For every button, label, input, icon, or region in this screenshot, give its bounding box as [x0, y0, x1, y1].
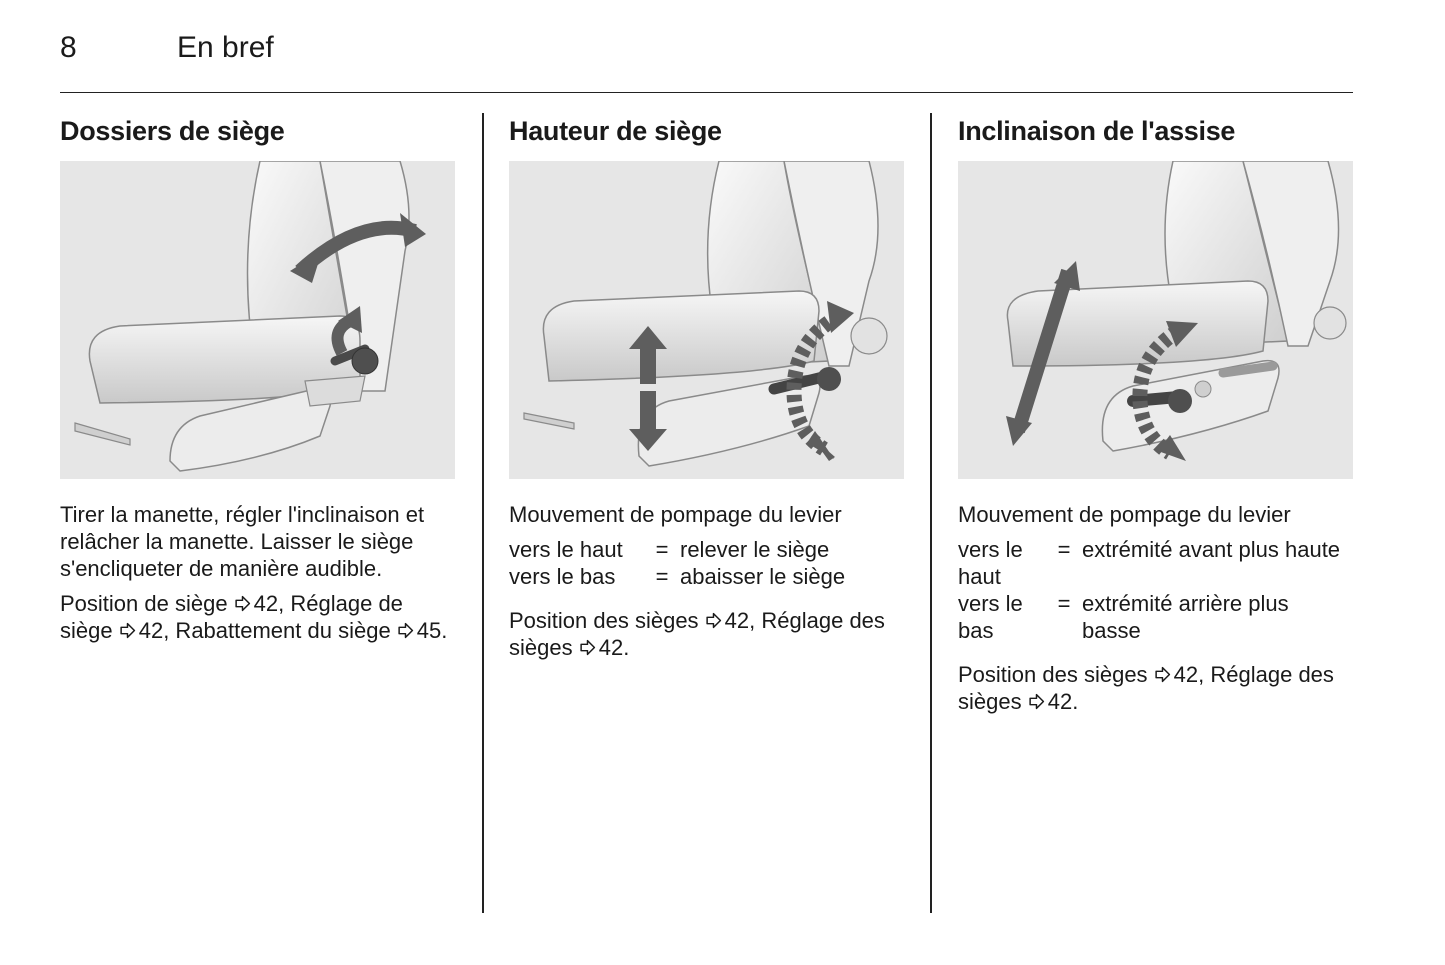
cross-reference: Position des sièges 42, Réglage des sièges 42.	[958, 662, 1334, 714]
xref-page-link[interactable]: 42	[724, 608, 750, 633]
page-reference-arrow-icon	[1154, 666, 1171, 683]
definition-table	[958, 536, 1353, 644]
instruction-paragraph: Mouvement de pompage du levier	[509, 502, 842, 527]
definition-row	[958, 536, 1353, 590]
page-reference-arrow-icon	[234, 595, 251, 612]
xref-page-link[interactable]: 42	[598, 635, 624, 660]
xref-page-link[interactable]: 42	[253, 591, 279, 616]
definition-separator: =	[1057, 591, 1071, 616]
seat-height-lever-illustration	[509, 161, 904, 479]
definition-term: vers le bas	[509, 564, 616, 589]
cross-reference: Position de siège 42, Réglage de siège 42, Rabattement du siège 45.	[60, 591, 448, 643]
definition-term: vers le haut	[509, 537, 623, 562]
definition-term: vers le bas	[958, 591, 1023, 643]
page-reference-arrow-icon	[1028, 693, 1045, 710]
definition-description: abaisser le siège	[680, 564, 846, 589]
definition-row	[509, 563, 904, 590]
page-reference-arrow-icon	[705, 612, 722, 629]
definition-separator: =	[655, 564, 669, 589]
page-reference-arrow-icon	[397, 622, 414, 639]
cross-reference: Position des sièges 42, Réglage des sièges 42.	[509, 608, 885, 660]
xref-page-link[interactable]: 42	[138, 618, 164, 643]
instruction-paragraph: Mouvement de pompage du levier	[958, 502, 1291, 527]
seat-backrest-recline-illustration	[60, 161, 455, 479]
definition-term: vers le haut	[958, 537, 1023, 589]
page-reference-arrow-icon	[119, 622, 136, 639]
definition-row	[958, 590, 1353, 644]
section-title: En bref	[177, 31, 274, 64]
definition-description: extrémité avant plus haute	[1082, 537, 1341, 562]
page-header	[60, 30, 1353, 93]
xref-page-link[interactable]: 42	[1047, 689, 1073, 714]
column-seat-backrest	[60, 113, 455, 652]
definition-description: relever le siège	[680, 537, 830, 562]
column-seat-height	[509, 113, 904, 669]
column-title: Dossiers de siège	[60, 116, 285, 146]
definition-separator: =	[655, 537, 669, 562]
xref-page-link[interactable]: 42	[1173, 662, 1199, 687]
column-divider	[930, 113, 932, 913]
page-reference-arrow-icon	[579, 639, 596, 656]
column-divider	[482, 113, 484, 913]
page-number: 8	[60, 31, 77, 64]
instruction-paragraph: Tirer la manette, régler l'inclinaison et relâcher la manette. Laisser le siège s'encliqueter de manière audible.	[60, 502, 425, 581]
definition-row	[509, 536, 904, 563]
seat-cushion-tilt-illustration	[958, 161, 1353, 479]
definition-separator: =	[1057, 537, 1071, 562]
column-title: Inclinaison de l'assise	[958, 116, 1236, 146]
definition-description: extrémité arrière plus basse	[1082, 591, 1289, 643]
column-title: Hauteur de siège	[509, 116, 722, 146]
column-cushion-tilt	[958, 113, 1353, 723]
xref-page-link[interactable]: 45	[416, 618, 442, 643]
definition-table	[509, 536, 904, 590]
